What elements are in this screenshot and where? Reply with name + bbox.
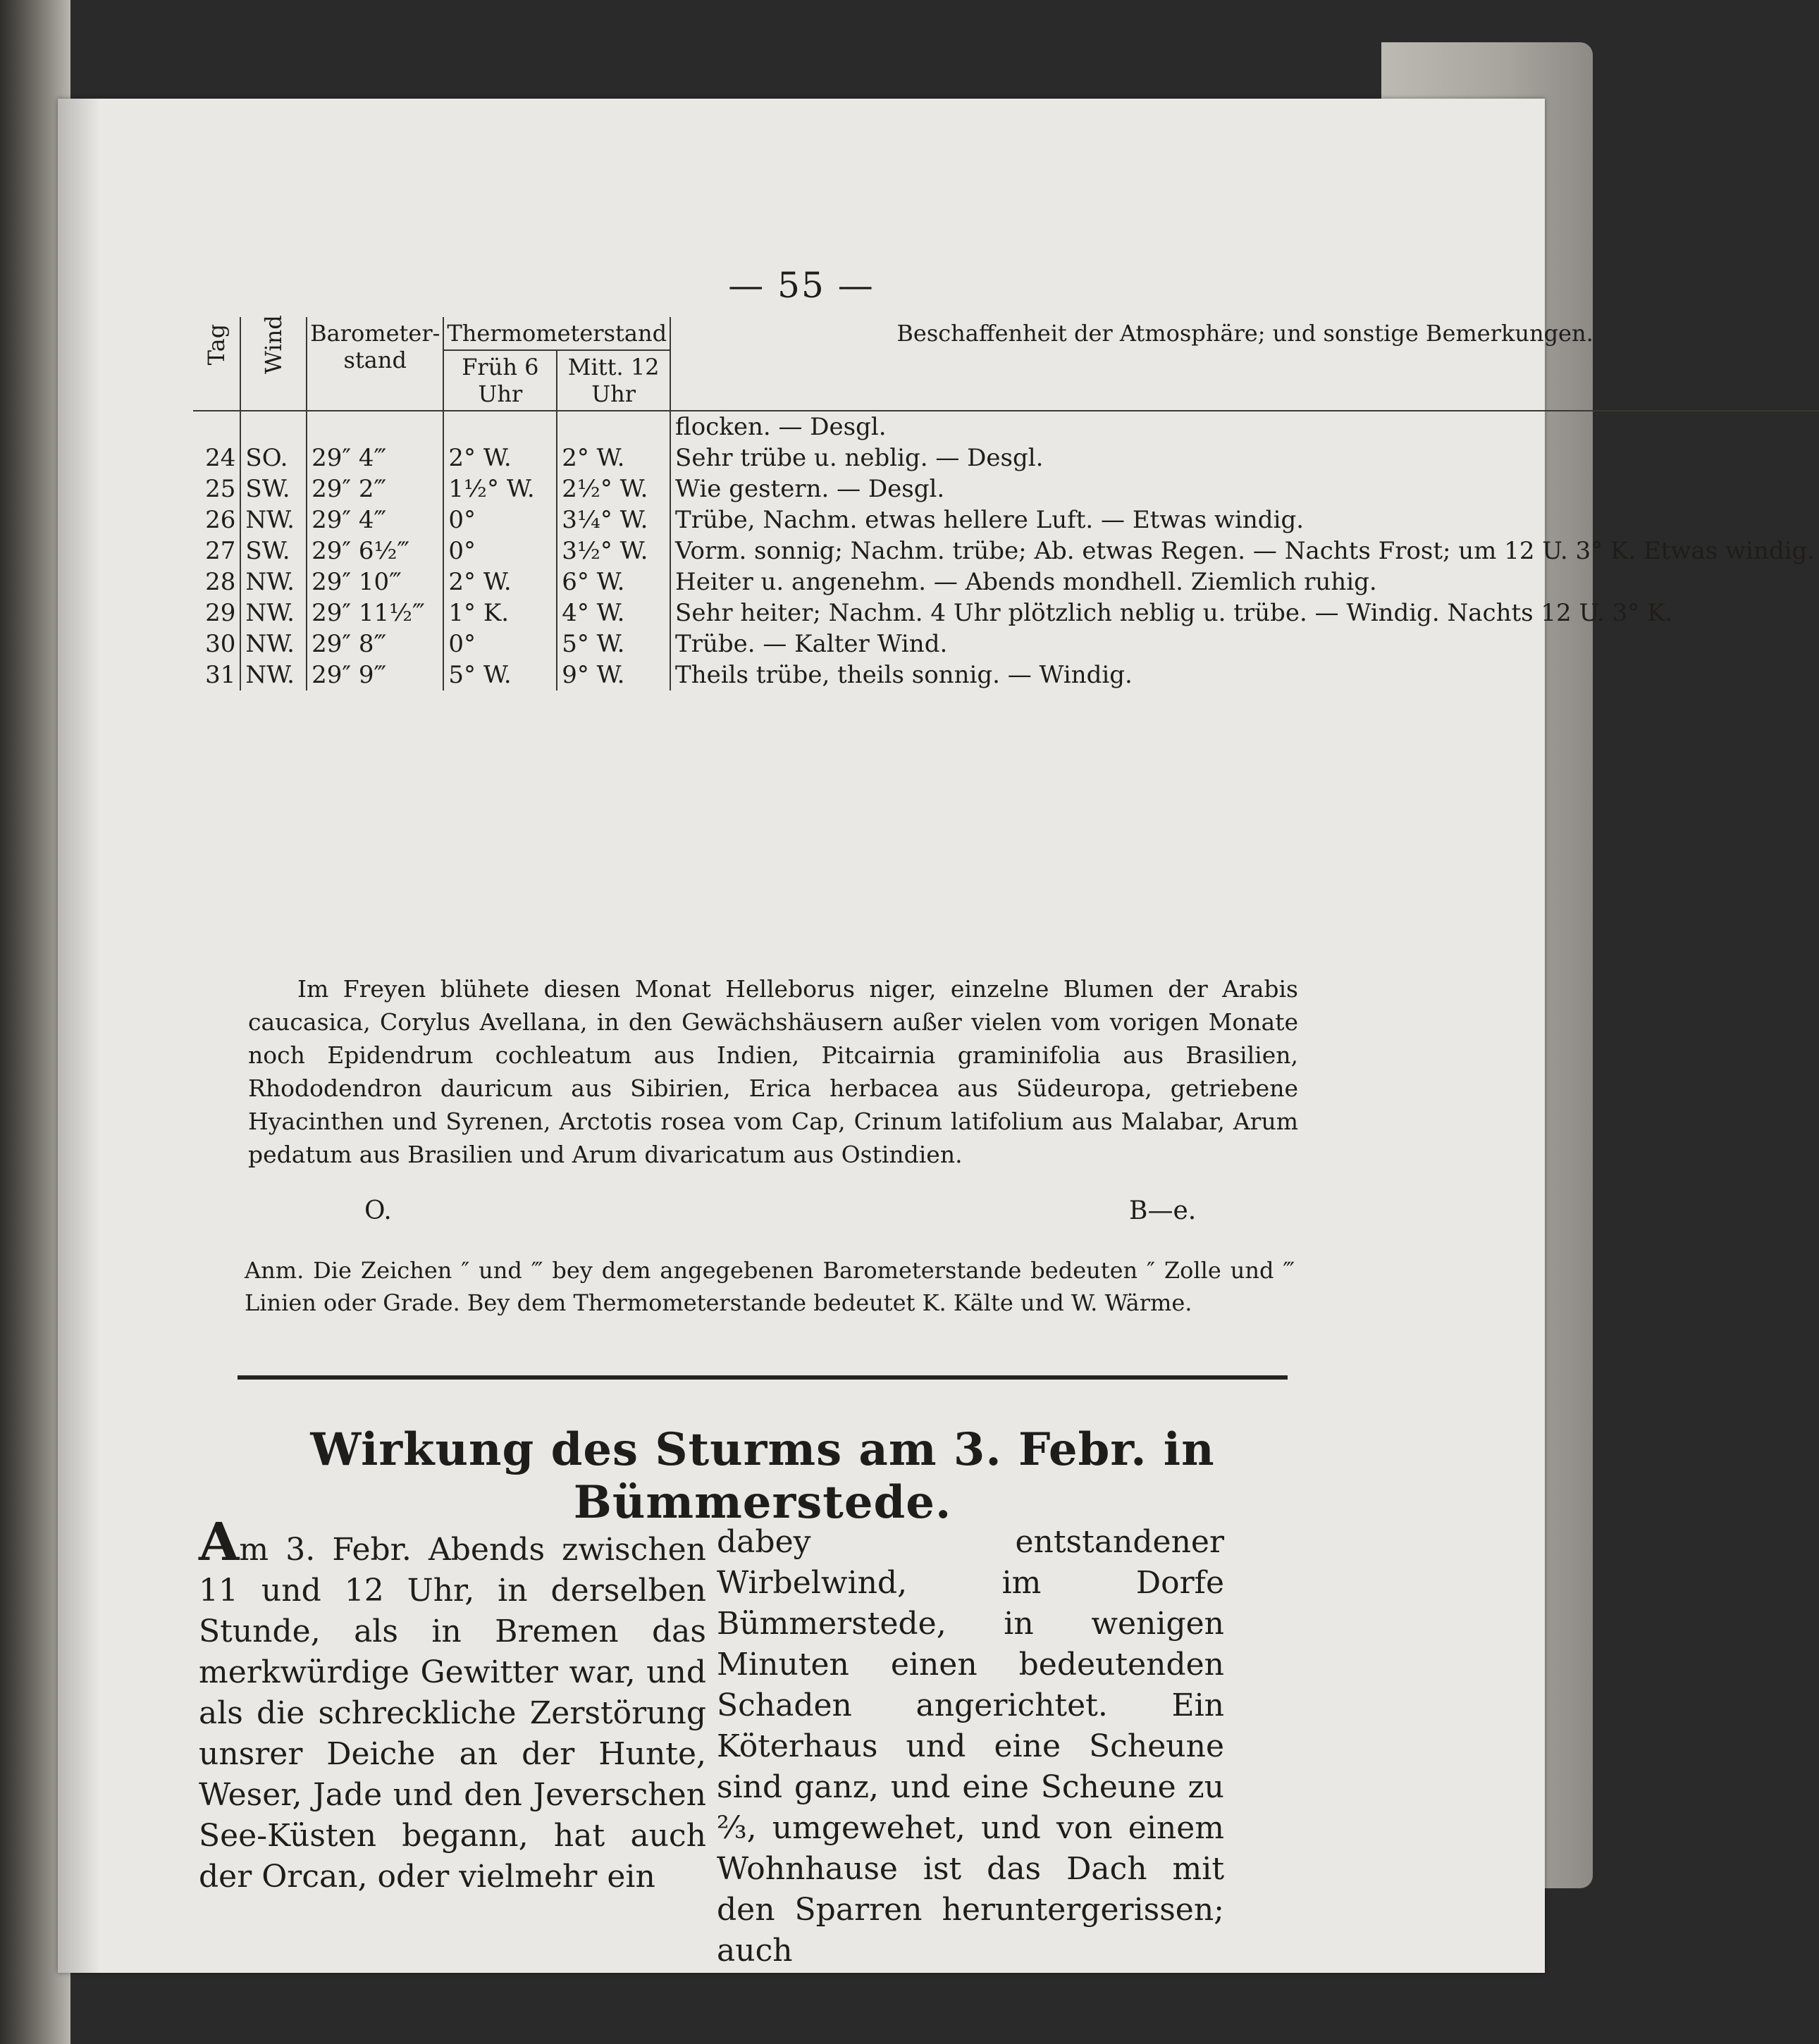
day-cell: 31	[193, 659, 240, 690]
day-cell: 26	[193, 504, 240, 535]
article-headline: Wirkung des Sturms am 3. Febr. in Bümmerstede.	[310, 1423, 1215, 1529]
weather-table	[193, 317, 1819, 690]
day-cell: 29	[193, 597, 240, 628]
temp-early-cell: 0°	[443, 535, 557, 566]
temp-early-cell: 1° K.	[443, 597, 557, 628]
remark-cell: Trübe, Nachm. etwas hellere Luft. — Etwas windig.	[675, 506, 1305, 534]
wind-cell: SW.	[240, 473, 307, 504]
annotation-note: Anm. Die Zeichen ″ und ‴ bey dem angegebenen Barometerstande bedeuten ″ Zolle und ‴ Linien oder Grade. Bey dem Thermometerstande bedeutet K. Kälte und W. Wärme.	[245, 1257, 1295, 1316]
baro-cell: 29″ 4‴	[307, 504, 443, 535]
article-column-left	[199, 1512, 706, 1897]
header-early: Früh 6 Uhr	[443, 350, 557, 411]
day-cell: 30	[193, 628, 240, 659]
temp-noon-cell: 4° W.	[557, 597, 670, 628]
table-row	[193, 504, 1819, 535]
remark-cell: Heiter u. angenehm. — Abends mondhell. Ziemlich ruhig.	[675, 568, 1377, 596]
table-row	[193, 535, 1819, 566]
day-cell: 27	[193, 535, 240, 566]
table-row	[193, 566, 1819, 597]
baro-cell: 29″ 8‴	[307, 628, 443, 659]
baro-cell: 29″ 4‴	[307, 442, 443, 473]
wind-cell: NW.	[240, 659, 307, 690]
temp-noon-cell: 2° W.	[557, 442, 670, 473]
table-row	[193, 442, 1819, 473]
wind-cell: SO.	[240, 442, 307, 473]
header-thermometer: Thermometerstand	[443, 317, 670, 350]
remark-cell: Wie gestern. — Desgl.	[675, 475, 945, 503]
table-row	[193, 659, 1819, 690]
header-noon: Mitt. 12 Uhr	[557, 350, 670, 411]
baro-cell: 29″ 11½‴	[307, 597, 443, 628]
section-divider	[238, 1375, 1288, 1380]
table-row-carry	[193, 411, 1819, 442]
page-gutter	[58, 99, 100, 1973]
temp-early-cell: 0°	[443, 628, 557, 659]
baro-cell: 29″ 2‴	[307, 473, 443, 504]
table-row	[193, 473, 1819, 504]
signature-right: B—e.	[1129, 1196, 1197, 1225]
temp-noon-cell: 9° W.	[557, 659, 670, 690]
temp-noon-cell: 2½° W.	[557, 473, 670, 504]
wind-cell: SW.	[240, 535, 307, 566]
table-row	[193, 597, 1819, 628]
remark-cell: Theils trübe, theils sonnig. — Windig.	[675, 661, 1133, 689]
remark-cell: Sehr heiter; Nachm. 4 Uhr plötzlich neblig u. trübe. — Windig. Nachts 12 U. 3° K.	[675, 599, 1673, 627]
remark-cell: Trübe. — Kalter Wind.	[675, 630, 948, 658]
remark-cell: Vorm. sonnig; Nachm. trübe; Ab. etwas Regen. — Nachts Frost; um 12 U. 3° K. Etwas windig.	[675, 537, 1815, 565]
header-remarks: Beschaffenheit der Atmosphäre; und sonstige Bemerkungen.	[670, 317, 1819, 411]
temp-noon-cell: 3½° W.	[557, 535, 670, 566]
baro-cell: 29″ 10‴	[307, 566, 443, 597]
temp-early-cell: 0°	[443, 504, 557, 535]
header-barometer: Barometer-stand	[307, 317, 443, 411]
wind-cell: NW.	[240, 597, 307, 628]
wind-cell: NW.	[240, 504, 307, 535]
page-number: — 55 —	[728, 265, 875, 306]
temp-noon-cell: 6° W.	[557, 566, 670, 597]
temp-noon-cell: 5° W.	[557, 628, 670, 659]
remark-cell: Sehr trübe u. neblig. — Desgl.	[675, 444, 1044, 472]
temp-early-cell: 1½° W.	[443, 473, 557, 504]
article-column-right: dabey entstandener Wirbelwind, im Dorfe Bümmerstede, in wenigen Minuten einen bedeutenden Schaden angerichtet. Ein Köterhaus und eine Scheune sind ganz, und eine Scheune zu ⅔, umgewehet, und von einem Wohnhause ist das Dach mit den Sparren heruntergerissen; auch	[717, 1524, 1224, 1969]
day-cell: 28	[193, 566, 240, 597]
temp-noon-cell: 3¼° W.	[557, 504, 670, 535]
day-cell: 24	[193, 442, 240, 473]
wind-cell: NW.	[240, 566, 307, 597]
header-wind: Wind	[240, 317, 307, 411]
book-page	[58, 99, 1815, 1973]
article-text-left: m 3. Febr. Abends zwischen 11 und 12 Uhr, in derselben Stunde, als in Bremen das merkwürdige Gewitter war, und als die schreckliche Zerstörung unsrer Deiche an der Hunte, Weser, Jade und den Jeverschen See-Küsten begann, hat auch der Orcan, oder vielmehr ein	[199, 1532, 706, 1895]
baro-cell: 29″ 6½‴	[307, 535, 443, 566]
drop-cap: A	[199, 1512, 240, 1573]
flora-paragraph: Im Freyen blühete diesen Monat Helleborus niger, einzelne Blumen der Arabis caucasica, Corylus Avellana, in den Gewächshäusern außer vielen vom vorigen Monate noch Epidendrum cochleatum aus Indien, Pitcairnia graminifolia aus Brasilien, Rhododendron dauricum aus Sibirien, Erica herbacea aus Südeuropa, getriebene Hyacinthen und Syrenen, Arctotis rosea vom Cap, Crinum latifolium aus Malabar, Arum pedatum aus Brasilien und Arum divaricatum aus Ostindien.	[248, 975, 1298, 1168]
temp-early-cell: 2° W.	[443, 566, 557, 597]
temp-early-cell: 5° W.	[443, 659, 557, 690]
signature-left: O.	[364, 1196, 392, 1225]
day-cell: 25	[193, 473, 240, 504]
wind-cell: NW.	[240, 628, 307, 659]
temp-early-cell: 2° W.	[443, 442, 557, 473]
carry-over-text: flocken. — Desgl.	[675, 413, 887, 441]
baro-cell: 29″ 9‴	[307, 659, 443, 690]
table-row	[193, 628, 1819, 659]
header-day: Tag	[193, 317, 240, 411]
